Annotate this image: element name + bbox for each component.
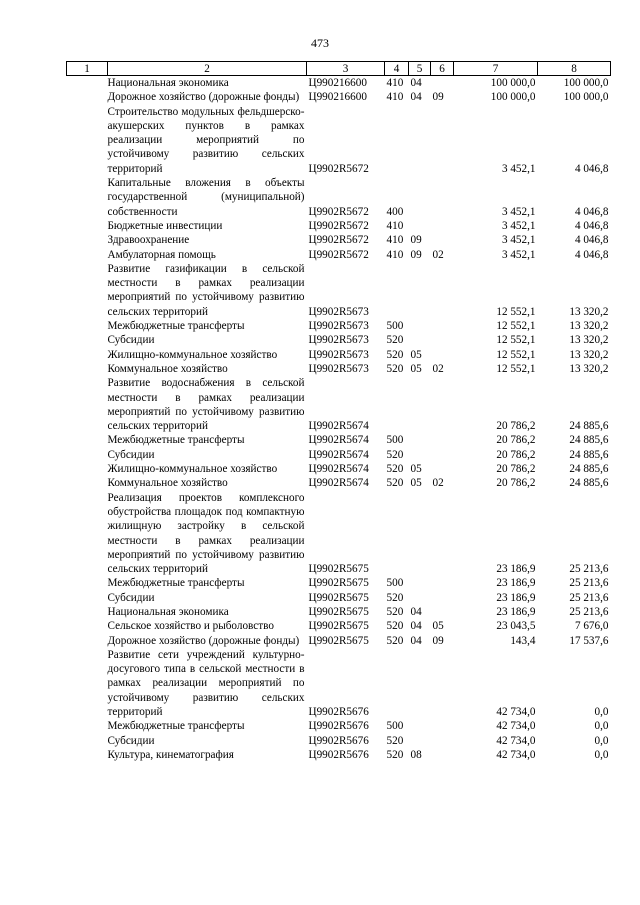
subsection: [431, 262, 454, 319]
header-col-6: 6: [431, 62, 454, 76]
expense-type: 410: [386, 91, 404, 104]
amount-col-8: 7 676,0: [574, 620, 609, 633]
expense-type: 520: [386, 734, 404, 747]
target-code: Ц9902R5674: [308, 477, 369, 490]
table-row: [67, 233, 611, 247]
amount-col-7: 3 452,1: [501, 248, 536, 261]
table-row: [67, 248, 611, 262]
expense-type: 500: [386, 720, 404, 733]
table-header: [67, 62, 611, 76]
amount-col-7: 12 552,1: [496, 305, 536, 318]
table-row: [67, 262, 611, 319]
col-1-cell: [67, 719, 108, 733]
amount-col-8: 24 885,6: [569, 463, 609, 476]
col-1-cell: [67, 333, 108, 347]
amount-col-7: 23 186,9: [496, 563, 536, 576]
expense-type: 500: [386, 577, 404, 590]
section: [409, 734, 431, 748]
item-name: Межбюджетные трансферты: [107, 577, 245, 590]
amount-col-8: 13 320,2: [569, 305, 609, 318]
item-name: Жилищно-коммунальное хозяйство: [107, 348, 278, 361]
amount-col-7: 100 000,0: [490, 77, 536, 89]
amount-col-8: 4 046,8: [574, 248, 609, 261]
header-col-1: 1: [67, 62, 108, 76]
header-row: [67, 62, 611, 76]
col-1-cell: [67, 591, 108, 605]
table-row: [67, 619, 611, 633]
table-row: [67, 448, 611, 462]
subsection: [431, 648, 454, 719]
table-row: [67, 376, 611, 433]
item-name: Жилищно-коммунальное хозяйство: [107, 463, 278, 476]
item-name: Межбюджетные трансферты: [107, 434, 245, 447]
amount-col-8: 24 885,6: [569, 448, 609, 461]
section: [409, 376, 431, 433]
col-1-cell: [67, 634, 108, 648]
col-1-cell: [67, 648, 108, 719]
amount-col-7: 23 186,9: [496, 577, 536, 590]
target-code: Ц9902R5672: [308, 234, 369, 247]
expense-type: [385, 376, 409, 433]
item-name: Сельское хозяйство и рыболовство: [107, 620, 274, 633]
amount-col-7: 12 552,1: [496, 348, 536, 361]
subsection: [431, 491, 454, 577]
target-code: Ц9902R5676: [308, 720, 369, 733]
target-code: Ц9902R5672: [308, 248, 369, 261]
target-code: Ц9902R5673: [308, 334, 369, 347]
amount-col-8: 4 046,8: [574, 234, 609, 247]
subsection: [431, 319, 454, 333]
target-code: Ц990216600: [308, 77, 367, 89]
amount-col-8: 25 213,6: [569, 591, 609, 604]
amount-col-8: 0,0: [594, 748, 609, 761]
col-1-cell: [67, 248, 108, 262]
section: [409, 105, 431, 176]
item-name: Культура, кинематография: [107, 748, 234, 761]
amount-col-8: 13 320,2: [569, 348, 609, 361]
table-row: [67, 319, 611, 333]
item-name: Субсидии: [107, 591, 155, 604]
target-code: Ц990216600: [308, 91, 367, 104]
table-row: [67, 176, 611, 219]
table-row: [67, 90, 611, 104]
item-name: Субсидии: [107, 334, 155, 347]
target-code: Ц9902R5676: [308, 748, 369, 761]
expense-type: 520: [386, 463, 404, 476]
amount-col-7: 42 734,0: [496, 720, 536, 733]
amount-col-7: 12 552,1: [496, 334, 536, 347]
target-code: Ц9902R5673: [308, 305, 369, 318]
target-code: Ц9902R5673: [308, 320, 369, 333]
table-row: [67, 605, 611, 619]
section: [409, 176, 431, 219]
section: 05: [410, 477, 422, 490]
amount-col-7: 3 452,1: [501, 205, 536, 218]
item-name: Межбюджетные трансферты: [107, 720, 245, 733]
amount-col-8: 24 885,6: [569, 477, 609, 490]
header-col-5: 5: [409, 62, 431, 76]
section: 04: [410, 91, 422, 104]
target-code: Ц9902R5675: [308, 634, 369, 647]
section: [409, 319, 431, 333]
amount-col-7: 20 786,2: [496, 434, 536, 447]
target-code: Ц9902R5676: [308, 734, 369, 747]
item-name: Субсидии: [107, 734, 155, 747]
amount-col-8: 0,0: [594, 706, 609, 719]
page-number: 473: [311, 36, 329, 50]
amount-col-8: 25 213,6: [569, 605, 609, 618]
amount-col-8: 25 213,6: [569, 577, 609, 590]
amount-col-7: 23 186,9: [496, 605, 536, 618]
subsection: [431, 462, 454, 476]
col-1-cell: [67, 348, 108, 362]
subsection: [431, 605, 454, 619]
amount-col-8: 4 046,8: [574, 219, 609, 232]
amount-col-8: 25 213,6: [569, 563, 609, 576]
col-1-cell: [67, 476, 108, 490]
expense-type: 520: [386, 477, 404, 490]
expense-type: 520: [386, 334, 404, 347]
amount-col-7: 3 452,1: [501, 219, 536, 232]
table-row: [67, 591, 611, 605]
amount-col-7: 12 552,1: [496, 320, 536, 333]
col-1-cell: [67, 319, 108, 333]
expense-type: [385, 262, 409, 319]
section: [409, 719, 431, 733]
expense-type: 500: [386, 320, 404, 333]
target-code: Ц9902R5674: [308, 420, 369, 433]
section: 04: [410, 77, 422, 89]
col-1-cell: [67, 619, 108, 633]
expense-type: 500: [386, 434, 404, 447]
col-1-cell: [67, 262, 108, 319]
item-name: Амбулаторная помощь: [107, 248, 216, 261]
item-name: Субсидии: [107, 448, 155, 461]
subsection: [431, 719, 454, 733]
budget-table: [66, 61, 611, 762]
col-1-cell: [67, 605, 108, 619]
subsection: [431, 176, 454, 219]
target-code: Ц9902R5675: [308, 620, 369, 633]
subsection: [431, 433, 454, 447]
table-row: [67, 362, 611, 376]
section: [409, 576, 431, 590]
item-name: Национальная экономика: [107, 77, 229, 89]
amount-col-7: 42 734,0: [496, 734, 536, 747]
expense-type: 520: [386, 605, 404, 618]
item-name: Развитие водоснабжения в сельской местности в рамках реализации мероприятий по устойчивому развитию сельских территорий: [107, 377, 305, 433]
section: [409, 219, 431, 233]
col-1-cell: [67, 491, 108, 577]
expense-type: 520: [386, 748, 404, 761]
amount-col-7: 20 786,2: [496, 463, 536, 476]
amount-col-8: 100 000,0: [563, 77, 609, 89]
subsection: 02: [432, 477, 444, 490]
item-name: Дорожное хозяйство (дорожные фонды): [107, 91, 300, 104]
item-name: Строительство модульных фельдшерско-акушерских пунктов в рамках реализации мероприятий по устойчивому развитию сельских территорий: [107, 105, 305, 175]
subsection: 02: [432, 248, 444, 261]
target-code: Ц9902R5675: [308, 563, 369, 576]
expense-type: 520: [386, 448, 404, 461]
subsection: [431, 734, 454, 748]
subsection: [431, 576, 454, 590]
expense-type: 410: [386, 234, 404, 247]
amount-col-7: 20 786,2: [496, 420, 536, 433]
section: [409, 591, 431, 605]
subsection: [431, 76, 454, 91]
table-row: [67, 433, 611, 447]
amount-col-7: 3 452,1: [501, 162, 536, 175]
expense-type: 520: [386, 591, 404, 604]
section: [409, 448, 431, 462]
section: 08: [410, 748, 422, 761]
expense-type: 520: [386, 620, 404, 633]
amount-col-7: 100 000,0: [490, 91, 536, 104]
col-1-cell: [67, 219, 108, 233]
target-code: Ц9902R5675: [308, 577, 369, 590]
item-name: Реализация проектов комплексного обустройства площадок под компактную жилищную застройку в сельской местности в рамках реализации мероприятий по устойчивому развитию сельских территорий: [107, 491, 305, 576]
amount-col-8: 13 320,2: [569, 362, 609, 375]
item-name: Развитие газификации в сельской местности в рамках реализации мероприятий по устойчивому развитию сельских территорий: [107, 262, 305, 318]
section: 04: [410, 605, 422, 618]
section: [409, 333, 431, 347]
table-row: [67, 748, 611, 762]
subsection: 02: [432, 362, 444, 375]
amount-col-8: 4 046,8: [574, 162, 609, 175]
subsection: [431, 105, 454, 176]
expense-type: 520: [386, 362, 404, 375]
table-row: [67, 634, 611, 648]
item-name: Национальная экономика: [107, 605, 229, 618]
expense-type: 410: [386, 77, 404, 89]
amount-col-8: 0,0: [594, 720, 609, 733]
item-name: Дорожное хозяйство (дорожные фонды): [107, 634, 300, 647]
table-row: [67, 219, 611, 233]
target-code: Ц9902R5674: [308, 448, 369, 461]
section: [409, 491, 431, 577]
col-1-cell: [67, 462, 108, 476]
amount-col-8: 13 320,2: [569, 334, 609, 347]
subsection: 05: [432, 620, 444, 633]
table-row: [67, 76, 611, 91]
header-col-7: 7: [454, 62, 538, 76]
section: 09: [410, 248, 422, 261]
table-row: [67, 719, 611, 733]
subsection: [431, 448, 454, 462]
item-name: Коммунальное хозяйство: [107, 362, 228, 375]
col-1-cell: [67, 734, 108, 748]
item-name: Межбюджетные трансферты: [107, 320, 245, 333]
target-code: Ц9902R5674: [308, 434, 369, 447]
col-1-cell: [67, 76, 108, 91]
item-name: Коммунальное хозяйство: [107, 477, 228, 490]
col-1-cell: [67, 362, 108, 376]
amount-col-8: 13 320,2: [569, 320, 609, 333]
table-row: [67, 491, 611, 577]
table-row: [67, 105, 611, 176]
expense-type: 410: [386, 219, 404, 232]
table-row: [67, 462, 611, 476]
col-1-cell: [67, 448, 108, 462]
expense-type: [385, 491, 409, 577]
target-code: Ц9902R5676: [308, 706, 369, 719]
expense-type: 520: [386, 348, 404, 361]
subsection: [431, 219, 454, 233]
amount-col-7: 23 186,9: [496, 591, 536, 604]
amount-col-8: 24 885,6: [569, 420, 609, 433]
amount-col-7: 42 734,0: [496, 706, 536, 719]
table-row: [67, 348, 611, 362]
subsection: [431, 333, 454, 347]
amount-col-8: 24 885,6: [569, 434, 609, 447]
target-code: Ц9902R5672: [308, 162, 369, 175]
target-code: Ц9902R5675: [308, 591, 369, 604]
amount-col-7: 20 786,2: [496, 448, 536, 461]
header-col-2: 2: [108, 62, 307, 76]
table-row: [67, 333, 611, 347]
amount-col-7: 3 452,1: [501, 234, 536, 247]
section: [409, 648, 431, 719]
col-1-cell: [67, 90, 108, 104]
amount-col-8: 4 046,8: [574, 205, 609, 218]
amount-col-7: 12 552,1: [496, 362, 536, 375]
expense-type: 400: [386, 205, 404, 218]
col-1-cell: [67, 176, 108, 219]
subsection: [431, 376, 454, 433]
table-row: [67, 476, 611, 490]
expense-type: [385, 648, 409, 719]
target-code: Ц9902R5672: [308, 219, 369, 232]
header-col-8: 8: [538, 62, 611, 76]
target-code: Ц9902R5673: [308, 348, 369, 361]
amount-col-7: 20 786,2: [496, 477, 536, 490]
col-1-cell: [67, 576, 108, 590]
section: 05: [410, 463, 422, 476]
amount-col-7: 143,4: [510, 634, 536, 647]
item-name: Здравоохранение: [107, 234, 190, 247]
subsection: 09: [432, 634, 444, 647]
col-1-cell: [67, 433, 108, 447]
section: [409, 262, 431, 319]
section: 05: [410, 362, 422, 375]
table-row: [67, 648, 611, 719]
table-row: [67, 576, 611, 590]
expense-type: [385, 105, 409, 176]
target-code: Ц9902R5675: [308, 605, 369, 618]
amount-col-8: 0,0: [594, 734, 609, 747]
section: 04: [410, 620, 422, 633]
subsection: [431, 591, 454, 605]
table-row: [67, 734, 611, 748]
target-code: Ц9902R5673: [308, 362, 369, 375]
target-code: Ц9902R5672: [308, 205, 369, 218]
amount-col-7: 23 043,5: [496, 620, 536, 633]
item-name: Бюджетные инвестиции: [107, 219, 223, 232]
table-body: [67, 76, 611, 763]
subsection: [431, 748, 454, 762]
section: [409, 433, 431, 447]
amount-col-7: 42 734,0: [496, 748, 536, 761]
col-1-cell: [67, 748, 108, 762]
subsection: [431, 233, 454, 247]
item-name: Развитие сети учреждений культурно-досугового типа в сельской местности в рамках реализации мероприятий по устойчивому развитию сельских территорий: [107, 648, 305, 719]
col-1-cell: [67, 105, 108, 176]
header-col-4: 4: [385, 62, 409, 76]
col-1-cell: [67, 376, 108, 433]
amount-col-8: 100 000,0: [563, 91, 609, 104]
section: 05: [410, 348, 422, 361]
expense-type: 410: [386, 248, 404, 261]
section: 04: [410, 634, 422, 647]
section: 09: [410, 234, 422, 247]
amount-col-8: 17 537,6: [569, 634, 609, 647]
subsection: 09: [432, 91, 444, 104]
subsection: [431, 348, 454, 362]
target-code: Ц9902R5674: [308, 463, 369, 476]
item-name: Капитальные вложения в объекты государственной (муниципальной) собственности: [107, 177, 305, 218]
expense-type: 520: [386, 634, 404, 647]
col-1-cell: [67, 233, 108, 247]
header-col-3: 3: [307, 62, 385, 76]
